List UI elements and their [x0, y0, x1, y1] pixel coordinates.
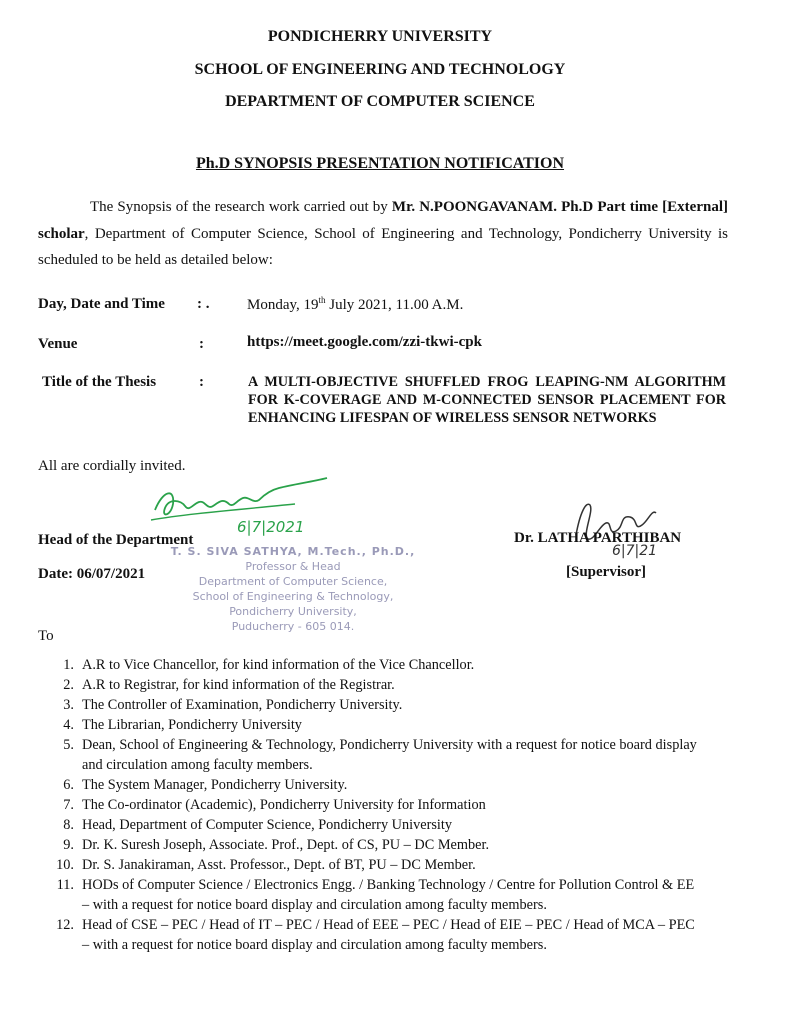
- thesis-colon: :: [199, 374, 204, 390]
- recipient-text: Dr. S. Janakiraman, Asst. Professor., Dept. of BT, PU – DC Member.: [82, 857, 476, 873]
- recipient-item: [52, 915, 702, 955]
- recipient-item: [52, 795, 702, 815]
- stamp-line-3: School of Engineering & Technology,: [192, 590, 394, 603]
- school-name: SCHOOL OF ENGINEERING AND TECHNOLOGY: [194, 61, 566, 78]
- invite-text: All are cordially invited.: [38, 458, 186, 474]
- notice-date: Date: 06/07/2021: [38, 566, 146, 582]
- stamp-name: T. S. SIVA SATHYA, M.Tech., Ph.D.,: [170, 545, 416, 558]
- thesis-label: Title of the Thesis: [42, 374, 157, 390]
- recipient-number: 9.: [63, 837, 74, 853]
- recipient-number: 12.: [56, 917, 74, 933]
- department-name: DEPARTMENT OF COMPUTER SCIENCE: [225, 93, 535, 110]
- recipient-item: [52, 695, 702, 715]
- hod-signature: [145, 470, 345, 538]
- recipient-number: 4.: [63, 717, 74, 733]
- thesis-title: A MULTI-OBJECTIVE SHUFFLED FROG LEAPING-NM ALGORITHM FOR K-COVERAGE AND M-CONNECTED SENSOR PLACEMENT FOR ENHANCING LIFESPAN OF WIRELESS SENSOR NETWORKS: [248, 374, 726, 426]
- supervisor-name: Dr. LATHA PARTHIBAN: [514, 530, 682, 546]
- recipient-text: Dr. K. Suresh Joseph, Associate. Prof., Dept. of CS, PU – DC Member.: [82, 837, 490, 853]
- hod-sign-date: 6|7|2021: [237, 518, 305, 536]
- recipient-item: [52, 655, 702, 675]
- scholar-name: Mr. N.POONGAVANAM. Ph.D Part time [External] scholar: [38, 199, 728, 242]
- recipient-number: 8.: [63, 817, 74, 833]
- venue-link[interactable]: https://meet.google.com/zzi-tkwi-cpk: [247, 334, 482, 350]
- recipient-number: 2.: [63, 677, 74, 693]
- recipient-text: The Controller of Examination, Pondicherry University.: [82, 697, 403, 713]
- recipient-text: A.R to Vice Chancellor, for kind information of the Vice Chancellor.: [82, 657, 475, 673]
- recipient-item: [52, 675, 702, 695]
- recipient-text: The System Manager, Pondicherry University.: [82, 777, 348, 793]
- sup-sign-date: 6|7|21: [612, 543, 658, 559]
- recipient-item: [52, 715, 702, 735]
- recipient-text: The Librarian, Pondicherry University: [82, 717, 302, 733]
- stamp-line-2: Department of Computer Science,: [198, 575, 388, 588]
- recipient-text: Head of CSE – PEC / Head of IT – PEC / Head of EEE – PEC / Head of EIE – PEC / Head of MCA – PEC – with a request for notice board display and circulation among faculty members.: [82, 917, 695, 953]
- supervisor-role: [Supervisor]: [566, 564, 646, 580]
- venue-colon: :: [199, 336, 204, 352]
- notification-title: Ph.D SYNOPSIS PRESENTATION NOTIFICATION: [195, 155, 565, 172]
- recipient-text: Head, Department of Computer Science, Pondicherry University: [82, 817, 453, 833]
- stamp-line-5: Puducherry - 605 014.: [231, 620, 355, 633]
- recipient-text: Dean, School of Engineering & Technology, Pondicherry University with a request for notice board display and circulation among faculty members.: [82, 737, 697, 773]
- date-label: Day, Date and Time: [38, 296, 165, 312]
- recipient-number: 10.: [56, 857, 74, 873]
- supervisor-signature: [568, 495, 668, 560]
- department-stamp: [168, 544, 418, 634]
- recipient-number: 5.: [63, 737, 74, 753]
- to-label: To: [38, 628, 54, 644]
- recipient-text: The Co-ordinator (Academic), Pondicherry University for Information: [82, 797, 486, 813]
- recipient-text: A.R to Registrar, for kind information of the Registrar.: [82, 677, 395, 693]
- venue-label: Venue: [38, 336, 78, 352]
- recipient-item: [52, 875, 702, 915]
- intro-text-2: , Department of Computer Science, School of Engineering and Technology, Pondicherry University is scheduled to be held as detailed below:: [38, 225, 728, 268]
- recipient-number: 11.: [56, 877, 74, 893]
- recipient-number: 3.: [63, 697, 74, 713]
- recipient-list: [52, 655, 702, 955]
- recipient-item: [52, 735, 702, 775]
- stamp-line-4: Pondicherry University,: [229, 605, 357, 618]
- recipient-number: 1.: [63, 657, 74, 673]
- stamp-line-1: Professor & Head: [245, 560, 341, 573]
- recipient-item: [52, 815, 702, 835]
- university-name: PONDICHERRY UNIVERSITY: [267, 28, 493, 45]
- date-value: Monday, 19th July 2021, 11.00 A.M.: [247, 295, 464, 313]
- recipient-item: [52, 835, 702, 855]
- recipient-item: [52, 775, 702, 795]
- recipient-item: [52, 855, 702, 875]
- intro-paragraph: [38, 194, 728, 274]
- hod-label: Head of the Department: [38, 532, 194, 548]
- recipient-text: HODs of Computer Science / Electronics Engg. / Banking Technology / Centre for Pollution Control & EE – with a request for notice board display and circulation among faculty members.: [82, 877, 695, 913]
- intro-text-1: The Synopsis of the research work carried out by: [90, 199, 392, 215]
- date-colon: : .: [197, 296, 210, 312]
- recipient-number: 7.: [63, 797, 74, 813]
- recipient-number: 6.: [63, 777, 74, 793]
